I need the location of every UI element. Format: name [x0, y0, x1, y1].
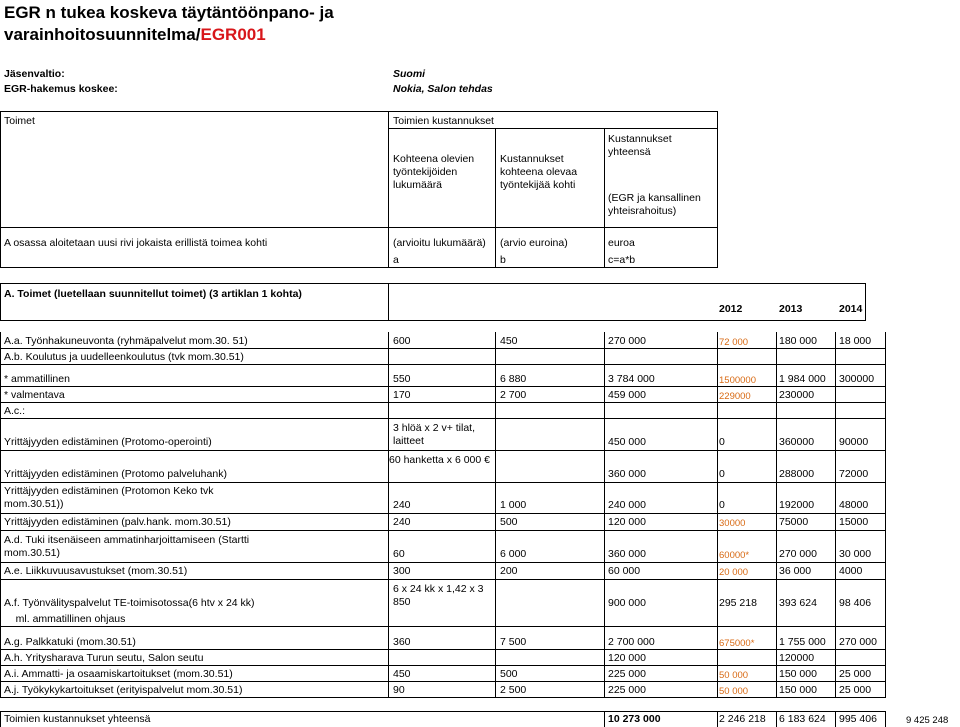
rows-divider-a: [388, 332, 389, 697]
row-2012: 675000*: [719, 638, 755, 649]
row-c: 459 000: [608, 389, 646, 401]
row-label: A.g. Palkkatuki (mom.30.51): [4, 636, 136, 648]
row-c: 3 784 000: [608, 373, 655, 385]
row-2013: 150 000: [779, 668, 817, 680]
col-c-unit: euroa: [608, 237, 635, 249]
row-2014: 90000: [839, 436, 869, 448]
row-2013: 1 755 000: [779, 636, 826, 648]
row-c: 270 000: [608, 335, 646, 347]
row-c: 60 000: [608, 565, 641, 577]
row-b: 6 000: [500, 548, 527, 560]
col-a-letter: a: [393, 254, 399, 266]
header-divider-1: [388, 111, 389, 267]
row-b: 450: [500, 335, 518, 347]
row-separator: [0, 386, 886, 387]
row-b: 500: [500, 516, 518, 528]
row-2013: 270 000: [779, 548, 817, 560]
row-c: 2 700 000: [608, 636, 655, 648]
row-2014: 4000: [839, 565, 863, 577]
row-c: 900 000: [608, 597, 646, 609]
row-a: 60: [393, 548, 405, 560]
row-separator: [0, 697, 886, 698]
row-c: 120 000: [608, 516, 646, 528]
row-label: Yrittäjyyden edistäminen (Protomo palveluhank): [4, 468, 227, 480]
section-a-right-border: [865, 283, 866, 320]
total-2014: 995 406: [839, 713, 877, 725]
row-2014: 30 000: [839, 548, 872, 560]
row-a: 600: [393, 335, 411, 347]
row-separator: [0, 579, 886, 580]
row-separator: [0, 418, 886, 419]
row-2012: 1500000: [719, 375, 756, 386]
application-value: Nokia, Salon tehdas: [393, 83, 493, 95]
rows-divider-2014: [835, 332, 836, 697]
total-top-border: [0, 711, 886, 712]
row-c: 240 000: [608, 499, 646, 511]
year-2014: 2014: [839, 303, 863, 315]
row-a: 450: [393, 668, 411, 680]
row-2012: 60000*: [719, 550, 750, 561]
row-2014: 25 000: [839, 684, 872, 696]
row-a: 6 x 24 kk x 1,42 x 3 850: [393, 583, 484, 608]
row-label: Yrittäjyyden edistäminen (Protomon Keko tvk mom.30.51)): [4, 485, 214, 510]
row-a: 170: [393, 389, 411, 401]
row-a: 90: [393, 684, 405, 696]
header-right-border: [717, 111, 718, 267]
title-text: varainhoitosuunnitelma/: [4, 25, 201, 44]
total-divider-c: [604, 711, 605, 727]
row-2014: 25 000: [839, 668, 872, 680]
row-2013: 36 000: [779, 565, 812, 577]
row-2013: 180 000: [779, 335, 817, 347]
row-2012: 229000: [719, 391, 751, 402]
row-label: ml. ammatillinen ohjaus: [4, 613, 126, 625]
row-a: 360: [393, 636, 411, 648]
row-2012: 30000: [719, 518, 746, 529]
row-c: 120 000: [608, 652, 646, 664]
row-2013: 150 000: [779, 684, 817, 696]
total-divider-2013: [776, 711, 777, 727]
header-divider-3: [604, 128, 605, 267]
header-mid-border: [0, 227, 718, 228]
col-b-title: Kustannukset kohteena olevaa työntekijää kohti: [500, 153, 578, 191]
row-label: A.e. Liikkuvuusavustukset (mom.30.51): [4, 565, 188, 577]
total-divider-2012: [717, 711, 718, 727]
section-a-left-border: [0, 283, 1, 320]
total-divider-2014: [835, 711, 836, 727]
action-costs-header: Toimien kustannukset: [393, 115, 494, 127]
row-separator: [0, 649, 886, 650]
row-a: 60 hanketta x 6 000 €: [389, 454, 490, 466]
year-2012: 2012: [719, 303, 743, 315]
row-a: 240: [393, 516, 411, 528]
year-2013: 2013: [779, 303, 803, 315]
row-separator: [0, 402, 886, 403]
row-2012: 0: [719, 436, 725, 448]
row-b: 2 500: [500, 684, 527, 696]
row-2012: 295 218: [719, 597, 757, 609]
row-label: A.f. Työnvälityspalvelut TE-toimisotossa(6 htv x 24 kk): [4, 597, 255, 609]
row-label: A.i. Ammatti- ja osaamiskartoitukset (mom.30.51): [4, 668, 233, 680]
rows-left-border: [0, 332, 1, 697]
total-extra: 9 425 248: [906, 715, 949, 726]
row-c: 225 000: [608, 684, 646, 696]
row-2014: 18 000: [839, 335, 872, 347]
total-left-border: [0, 711, 1, 727]
total-right-border: [885, 711, 886, 727]
row-2013: 230000: [779, 389, 815, 401]
page-title: [4, 2, 334, 46]
row-2013: 75000: [779, 516, 809, 528]
header-divider-2: [495, 128, 496, 267]
total-2012: 2 246 218: [719, 713, 766, 725]
total-label: Toimien kustannukset yhteensä: [4, 713, 151, 725]
col-c-title: Kustannukset yhteensä: [608, 133, 672, 158]
total-2013: 6 183 624: [779, 713, 826, 725]
row-separator: [0, 681, 886, 682]
row-c: 225 000: [608, 668, 646, 680]
header-top-border: [0, 111, 718, 112]
row-b: 200: [500, 565, 518, 577]
row-label: * ammatillinen: [4, 373, 70, 385]
row-2012: 20 000: [719, 567, 749, 578]
row-2014: 98 406: [839, 597, 872, 609]
section-a-top-border: [0, 283, 866, 284]
row-label: A.j. Työkykykartoitukset (erityispalvelut mom.30.51): [4, 684, 243, 696]
row-separator: [0, 482, 886, 483]
row-separator: [0, 665, 886, 666]
row-b: 6 880: [500, 373, 527, 385]
rows-divider-2013: [776, 332, 777, 697]
title-code: EGR001: [200, 25, 266, 44]
rows-right-border: [885, 332, 886, 697]
row-separator: [0, 348, 886, 349]
col-a-title: Kohteena olevien työntekijöiden lukumäärä: [393, 153, 475, 191]
row-2012: 50 000: [719, 686, 749, 697]
row-2014: 72000: [839, 468, 869, 480]
col-a-unit: (arvioitu lukumäärä): [393, 237, 486, 249]
row-label: A.c.:: [4, 405, 26, 417]
col-c-letter: c=a*b: [608, 254, 636, 266]
row-label: A.a. Työnhakuneuvonta (ryhmäpalvelut mom.30. 51): [4, 335, 248, 347]
row-2013: 393 624: [779, 597, 817, 609]
row-c: 450 000: [608, 436, 646, 448]
row-a: 240: [393, 499, 411, 511]
header-bottom-border: [0, 267, 718, 268]
section-a-divider: [388, 283, 389, 320]
row-label: Yrittäjyyden edistäminen (palv.hank. mom.30.51): [4, 516, 231, 528]
header-left-border: [0, 111, 1, 267]
row-2014: 48000: [839, 499, 869, 511]
row-2013: 360000: [779, 436, 815, 448]
col-c-subtitle: (EGR ja kansallinen yhteisrahoitus): [608, 192, 701, 217]
row-b: 1 000: [500, 499, 527, 511]
row-label: A.h. Yritysharava Turun seutu, Salon seutu: [4, 652, 204, 664]
row-b: 7 500: [500, 636, 527, 648]
row-2012: 0: [719, 499, 725, 511]
row-label: A.b. Koulutus ja uudelleenkoulutus (tvk mom.30.51): [4, 351, 244, 363]
row-label: * valmentava: [4, 389, 65, 401]
row-c: 360 000: [608, 468, 646, 480]
row-2014: 15000: [839, 516, 869, 528]
row-2013: 288000: [779, 468, 815, 480]
row-a: 300: [393, 565, 411, 577]
row-label: A.d. Tuki itsenäiseen ammatinharjoittamiseen (Startti mom.30.51): [4, 534, 250, 559]
row-b: 2 700: [500, 389, 527, 401]
header-sub-border: [388, 128, 718, 129]
total-c: 10 273 000: [608, 713, 661, 725]
section-a-title: A. Toimet (luetellaan suunnitellut toimet) (3 artiklan 1 kohta): [4, 288, 302, 300]
row-separator: [0, 626, 886, 627]
row-separator: [0, 450, 886, 451]
row-2014: 300000: [839, 373, 875, 385]
row-2012: 50 000: [719, 670, 749, 681]
rows-divider-2012: [717, 332, 718, 697]
row-separator: [0, 364, 886, 365]
row-label: Yrittäjyyden edistäminen (Protomo-operointi): [4, 436, 212, 448]
row-2012: 0: [719, 468, 725, 480]
row-note: A osassa aloitetaan uusi rivi jokaista erillistä toimea kohti: [4, 237, 268, 249]
row-2013: 1 984 000: [779, 373, 826, 385]
row-c: 360 000: [608, 548, 646, 560]
row-separator: [0, 513, 886, 514]
actions-header: Toimet: [4, 115, 35, 127]
member-state-label: Jäsenvaltio:: [4, 68, 65, 80]
rows-divider-b: [495, 332, 496, 697]
col-b-unit: (arvio euroina): [500, 237, 568, 249]
row-separator: [0, 530, 886, 531]
row-separator: [0, 562, 886, 563]
row-2014: 270 000: [839, 636, 877, 648]
row-a: 3 hlöä x 2 v+ tilat, laitteet: [393, 422, 476, 447]
col-b-letter: b: [500, 254, 506, 266]
row-2013: 120000: [779, 652, 815, 664]
rows-divider-c: [604, 332, 605, 697]
row-2013: 192000: [779, 499, 815, 511]
application-label: EGR-hakemus koskee:: [4, 83, 118, 95]
row-2012: 72 000: [719, 337, 749, 348]
section-a-bottom-border: [0, 320, 866, 321]
member-state-value: Suomi: [393, 68, 426, 80]
row-b: 500: [500, 668, 518, 680]
title-line-2: [4, 24, 334, 46]
title-line-1: EGR n tukea koskeva täytäntöönpano- ja: [4, 3, 334, 22]
row-a: 550: [393, 373, 411, 385]
